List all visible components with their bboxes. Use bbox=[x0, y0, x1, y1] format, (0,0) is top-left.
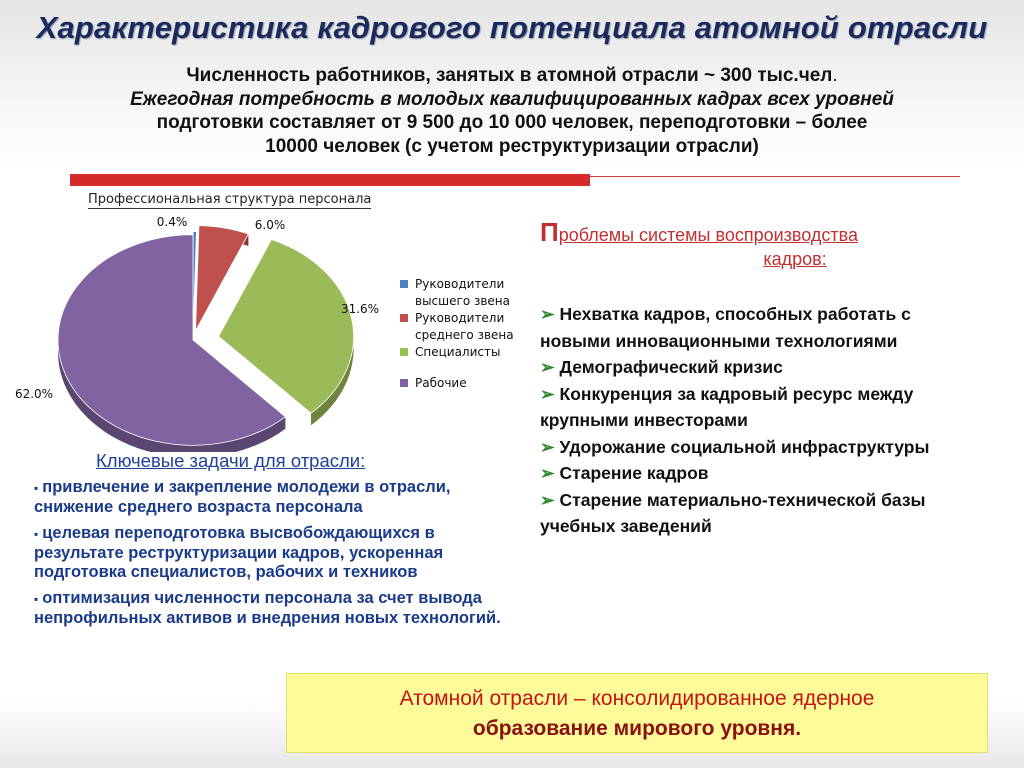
legend-item bbox=[400, 344, 540, 361]
legend-item bbox=[400, 375, 540, 392]
task-text: привлечение и закрепление молодежи в отрасли, снижение среднего возраста персонала bbox=[34, 478, 451, 516]
callout-box bbox=[286, 673, 988, 753]
legend-label: Специалисты bbox=[415, 345, 501, 359]
square-bullet-icon: ▪ bbox=[34, 527, 39, 541]
problem-item bbox=[540, 434, 970, 461]
problem-text: Старение материально-технической базы учебных заведений bbox=[540, 489, 926, 536]
arrow-bullet-icon: ➢ bbox=[540, 436, 555, 457]
chart-legend bbox=[400, 276, 540, 392]
arrow-bullet-icon: ➢ bbox=[540, 357, 555, 377]
problem-item bbox=[540, 301, 970, 354]
legend-label: Рабочие bbox=[415, 376, 467, 390]
problem-text: Старение кадров bbox=[559, 463, 709, 483]
legend-swatch bbox=[400, 348, 408, 356]
problem-item bbox=[540, 381, 970, 434]
slide-title: Характеристика кадрового потенциала атомной отрасли bbox=[36, 10, 988, 45]
legend-gap bbox=[400, 361, 540, 375]
problems-heading bbox=[540, 217, 960, 271]
problems-heading-text: роблемы системы воспроизводства bbox=[558, 225, 858, 245]
problems-list bbox=[540, 301, 970, 540]
problem-text: Конкуренция за кадровый ресурс между крупными инвесторами bbox=[540, 383, 914, 430]
pie-chart bbox=[0, 200, 400, 452]
task-item bbox=[34, 524, 512, 582]
legend-swatch bbox=[400, 379, 408, 387]
problems-heading-line2: кадров: bbox=[763, 249, 827, 269]
intro-line-2: Ежегодная потребность в молодых квалифицированных кадрах всех уровней bbox=[130, 88, 894, 110]
red-divider-bar bbox=[70, 174, 590, 186]
task-text: оптимизация численности персонала за счет вывода непрофильных активов и внедрения новых технологий. bbox=[34, 589, 501, 627]
intro-line-1-end: . bbox=[832, 65, 838, 86]
arrow-bullet-icon: ➢ bbox=[540, 383, 555, 404]
tasks-heading: Ключевые задачи для отрасли: bbox=[96, 450, 366, 471]
problems-heading-capital: П bbox=[540, 217, 559, 247]
pie-data-label: 0.4% bbox=[156, 215, 188, 229]
problem-item bbox=[540, 487, 970, 540]
task-item bbox=[34, 589, 512, 628]
callout-line-2: образование мирового уровня. bbox=[472, 717, 802, 740]
pie-data-label: 62.0% bbox=[14, 387, 54, 401]
legend-swatch bbox=[400, 280, 408, 288]
callout-line-1: Атомной отрасли – консолидированное ядерное bbox=[399, 687, 875, 710]
pie-data-label: 31.6% bbox=[340, 302, 380, 316]
chart-title: Профессиональная структура персонала bbox=[88, 192, 372, 207]
task-text: целевая переподготовка высвобождающихся в результате реструктуризации кадров, ускоренная подготовка специалистов, рабочих и техников bbox=[34, 524, 444, 581]
legend-label: Руководители высшего звена bbox=[415, 277, 511, 308]
problem-text: Удорожание социальной инфраструктуры bbox=[559, 436, 930, 457]
problem-text: Нехватка кадров, способных работать с новыми инновационными технологиями bbox=[540, 304, 911, 351]
problem-item bbox=[540, 354, 970, 381]
legend-item bbox=[400, 276, 540, 310]
tasks-list bbox=[34, 478, 512, 635]
problem-item bbox=[540, 460, 970, 487]
arrow-bullet-icon: ➢ bbox=[540, 304, 555, 324]
task-item bbox=[34, 478, 512, 517]
intro-line-3: подготовки составляет от 9 500 до 10 000 человек, переподготовки – более bbox=[156, 112, 868, 133]
pie-data-label: 6.0% bbox=[254, 218, 286, 232]
intro-line-1 bbox=[40, 64, 984, 88]
problem-text: Демографический кризис bbox=[559, 357, 783, 377]
intro-line-1-text: Численность работников, занятых в атомной отрасли ~ 300 тыс.чел bbox=[186, 65, 833, 86]
square-bullet-icon: ▪ bbox=[34, 592, 39, 606]
intro-text bbox=[40, 64, 984, 158]
legend-swatch bbox=[400, 314, 408, 322]
intro-line-4: 10000 человек (с учетом реструктуризации отрасли) bbox=[265, 135, 759, 157]
red-divider-line bbox=[590, 176, 960, 177]
legend-item bbox=[400, 310, 540, 344]
square-bullet-icon: ▪ bbox=[34, 481, 39, 495]
legend-label: Руководители среднего звена bbox=[415, 311, 514, 342]
arrow-bullet-icon: ➢ bbox=[540, 463, 555, 483]
arrow-bullet-icon: ➢ bbox=[540, 489, 555, 510]
